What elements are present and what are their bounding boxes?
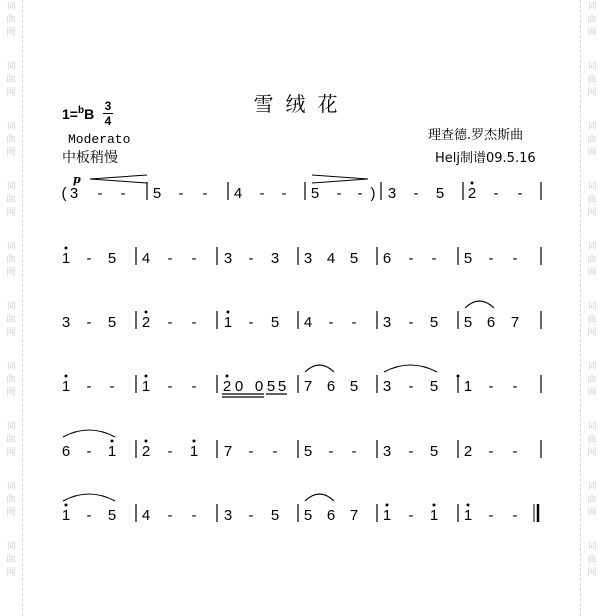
note: 3 <box>223 507 233 524</box>
note: 5 <box>429 314 439 331</box>
dash-extension: - <box>248 314 254 331</box>
octave-dot <box>65 247 68 250</box>
dash-extension: - <box>408 314 414 331</box>
time-signature-top: 3 <box>104 99 112 113</box>
dash-extension: - <box>248 250 254 267</box>
watermark-char: 词 <box>6 362 16 372</box>
note: 4 <box>326 250 336 267</box>
watermark-char: 网 <box>587 508 597 518</box>
watermark-char: 曲 <box>6 315 16 325</box>
dash-extension: - <box>191 507 197 524</box>
dash-extension: - <box>512 443 518 460</box>
note: 2 <box>222 378 232 395</box>
dash-extension: - <box>351 314 357 331</box>
octave-dot <box>145 440 148 443</box>
dash-extension: - <box>281 185 287 202</box>
dash-extension: - <box>328 314 334 331</box>
note: 5 <box>349 250 359 267</box>
watermark-char: 词 <box>6 482 16 492</box>
dash-extension: - <box>488 507 494 524</box>
dash-extension: - <box>517 185 523 202</box>
watermark-char: 网 <box>6 568 16 578</box>
watermark-char: 词 <box>6 182 16 192</box>
watermark-char: 词 <box>587 482 597 492</box>
dash-extension: - <box>336 185 342 202</box>
note: 5 <box>152 185 162 202</box>
slur <box>465 301 494 308</box>
watermark-char: 网 <box>587 388 597 398</box>
note: 2 <box>141 314 151 331</box>
octave-dot <box>226 375 229 378</box>
watermark-char: 曲 <box>6 135 16 145</box>
watermark-char: 网 <box>587 568 597 578</box>
flat-sign: b <box>77 105 85 116</box>
watermark-char: 词 <box>6 302 16 312</box>
dash-extension: - <box>178 185 184 202</box>
octave-dot <box>457 375 460 378</box>
note: 7 <box>223 443 233 460</box>
crescendo-hairpin <box>90 175 147 183</box>
note: 5 <box>435 185 445 202</box>
dash-extension: - <box>328 443 334 460</box>
note: 1 <box>107 443 117 460</box>
note: 6 <box>486 314 496 331</box>
note: 7 <box>349 507 359 524</box>
watermark-char: 词 <box>6 122 16 132</box>
dash-extension: - <box>97 185 103 202</box>
score-maker-credit: Helj制谱09.5.16 <box>435 151 536 166</box>
watermark-char: 词 <box>587 302 597 312</box>
dash-extension: - <box>259 185 265 202</box>
bracket: ( <box>61 185 67 202</box>
dash-extension: - <box>86 378 92 395</box>
dash-extension: - <box>408 250 414 267</box>
note: 1 <box>189 443 199 460</box>
time-signature-bottom: 4 <box>104 114 112 128</box>
dash-extension: - <box>357 185 363 202</box>
note: 5 <box>107 314 117 331</box>
note: 3 <box>223 250 233 267</box>
note: 3 <box>69 185 79 202</box>
dash-extension: - <box>248 443 254 460</box>
watermark-char: 网 <box>587 208 597 218</box>
note: 1 <box>463 378 473 395</box>
watermark-char: 曲 <box>6 75 16 85</box>
octave-dot <box>65 375 68 378</box>
note: 6 <box>326 378 336 395</box>
watermark-char: 曲 <box>6 375 16 385</box>
dash-extension: - <box>86 250 92 267</box>
octave-dot <box>386 504 389 507</box>
note: 5 <box>429 443 439 460</box>
note: 1 <box>61 378 71 395</box>
octave-dot <box>467 504 470 507</box>
note: 5 <box>429 378 439 395</box>
dash-extension: - <box>512 507 518 524</box>
key-note: B <box>84 106 95 122</box>
dash-extension: - <box>86 507 92 524</box>
dash-extension: - <box>413 185 419 202</box>
note: 3 <box>270 250 280 267</box>
note: 5 <box>270 314 280 331</box>
watermark-char: 网 <box>6 508 16 518</box>
note: 4 <box>141 250 151 267</box>
watermark-char: 词 <box>6 242 16 252</box>
note: 3 <box>382 314 392 331</box>
composer-credit: 理查德.罗杰斯曲 <box>428 128 524 143</box>
note: 2 <box>141 443 151 460</box>
note: 6 <box>61 443 71 460</box>
note: 1 <box>463 507 473 524</box>
tempo-marking-cn: 中板稍慢 <box>62 150 118 166</box>
dash-extension: - <box>86 314 92 331</box>
watermark-char: 网 <box>587 268 597 278</box>
dash-extension: - <box>272 443 278 460</box>
watermark-char: 曲 <box>6 195 16 205</box>
note: 7 <box>510 314 520 331</box>
note: 5 <box>266 378 276 395</box>
watermark-char: 网 <box>587 328 597 338</box>
note: 3 <box>382 443 392 460</box>
watermark-char: 网 <box>587 28 597 38</box>
dash-extension: - <box>167 378 173 395</box>
watermark-char: 词 <box>6 542 16 552</box>
octave-dot <box>65 504 68 507</box>
note: 1 <box>382 507 392 524</box>
dash-extension: - <box>351 443 357 460</box>
dash-extension: - <box>191 250 197 267</box>
dash-extension: - <box>431 250 437 267</box>
note: 5 <box>349 378 359 395</box>
octave-dot <box>471 182 474 185</box>
note: 3 <box>61 314 71 331</box>
decrescendo-hairpin <box>312 175 368 183</box>
watermark-char: 曲 <box>587 255 597 265</box>
watermark-char: 网 <box>587 448 597 458</box>
note: 2 <box>463 443 473 460</box>
note: 6 <box>326 507 336 524</box>
watermark-char: 词 <box>587 362 597 372</box>
dash-extension: - <box>408 443 414 460</box>
song-title: 雪绒花 <box>253 92 350 116</box>
watermark-char: 词 <box>587 182 597 192</box>
octave-dot <box>433 504 436 507</box>
note: 3 <box>387 185 397 202</box>
note: 6 <box>382 250 392 267</box>
watermark-char: 曲 <box>587 315 597 325</box>
note: 1 <box>429 507 439 524</box>
dash-extension: - <box>512 378 518 395</box>
note: 7 <box>303 378 313 395</box>
note: 0 <box>254 378 264 395</box>
watermark-char: 曲 <box>587 15 597 25</box>
watermark-char: 词 <box>587 242 597 252</box>
dash-extension: - <box>488 378 494 395</box>
note: 5 <box>303 507 313 524</box>
watermark-char: 曲 <box>6 15 16 25</box>
watermark-char: 曲 <box>587 555 597 565</box>
watermark-char: 曲 <box>587 375 597 385</box>
note: 4 <box>233 185 243 202</box>
watermark-char: 词 <box>587 2 597 12</box>
bracket: ) <box>370 185 376 202</box>
note: 5 <box>277 378 287 395</box>
dash-extension: - <box>248 507 254 524</box>
watermark-char: 词 <box>587 122 597 132</box>
note: 5 <box>463 314 473 331</box>
watermark-char: 网 <box>6 388 16 398</box>
watermark-char: 网 <box>6 448 16 458</box>
dash-extension: - <box>167 250 173 267</box>
watermark-char: 网 <box>6 328 16 338</box>
watermark-char: 曲 <box>6 555 16 565</box>
slur <box>305 365 334 372</box>
watermark-char: 词 <box>6 62 16 72</box>
watermark-char: 曲 <box>587 135 597 145</box>
octave-dot <box>193 440 196 443</box>
slur <box>63 430 115 437</box>
dash-extension: - <box>167 507 173 524</box>
dynamic-marking: p <box>73 173 81 186</box>
watermark-char: 词 <box>6 422 16 432</box>
dash-extension: - <box>488 250 494 267</box>
watermark-char: 网 <box>6 208 16 218</box>
note: 5 <box>310 185 320 202</box>
dash-extension: - <box>109 378 115 395</box>
note: 2 <box>467 185 477 202</box>
watermark-char: 曲 <box>587 75 597 85</box>
dash-extension: - <box>120 185 126 202</box>
note: 4 <box>303 314 313 331</box>
dash-extension: - <box>167 443 173 460</box>
octave-dot <box>145 375 148 378</box>
watermark-char: 曲 <box>587 435 597 445</box>
watermark-char: 曲 <box>587 495 597 505</box>
dash-extension: - <box>167 314 173 331</box>
watermark-char: 网 <box>587 148 597 158</box>
slur <box>384 365 437 372</box>
note: 1 <box>61 507 71 524</box>
note: 5 <box>270 507 280 524</box>
dash-extension: - <box>191 378 197 395</box>
note: 5 <box>107 507 117 524</box>
note: 5 <box>107 250 117 267</box>
note: 0 <box>234 378 244 395</box>
watermark-char: 网 <box>6 148 16 158</box>
tempo-marking: Moderato <box>68 132 131 147</box>
key-prefix: 1= <box>62 106 78 122</box>
note: 1 <box>61 250 71 267</box>
watermark-char: 词 <box>587 62 597 72</box>
octave-dot <box>145 311 148 314</box>
watermark-char: 网 <box>6 88 16 98</box>
note: 1 <box>141 378 151 395</box>
slur <box>63 494 115 501</box>
watermark-char: 网 <box>6 28 16 38</box>
watermark-char: 词 <box>6 2 16 12</box>
note: 3 <box>303 250 313 267</box>
dash-extension: - <box>408 378 414 395</box>
dash-extension: - <box>408 507 414 524</box>
dash-extension: - <box>512 250 518 267</box>
dash-extension: - <box>191 314 197 331</box>
dash-extension: - <box>488 443 494 460</box>
watermark-char: 网 <box>587 88 597 98</box>
note: 5 <box>303 443 313 460</box>
note: 3 <box>382 378 392 395</box>
note: 5 <box>463 250 473 267</box>
note: 1 <box>223 314 233 331</box>
octave-dot <box>111 440 114 443</box>
dash-extension: - <box>86 443 92 460</box>
watermark-char: 词 <box>587 422 597 432</box>
watermark-char: 词 <box>587 542 597 552</box>
watermark-char: 曲 <box>587 195 597 205</box>
watermark-char: 网 <box>6 268 16 278</box>
slur <box>305 494 334 501</box>
watermark-char: 曲 <box>6 495 16 505</box>
octave-dot <box>227 311 230 314</box>
watermark-char: 曲 <box>6 435 16 445</box>
note: 4 <box>141 507 151 524</box>
dash-extension: - <box>202 185 208 202</box>
dash-extension: - <box>493 185 499 202</box>
watermark-char: 曲 <box>6 255 16 265</box>
